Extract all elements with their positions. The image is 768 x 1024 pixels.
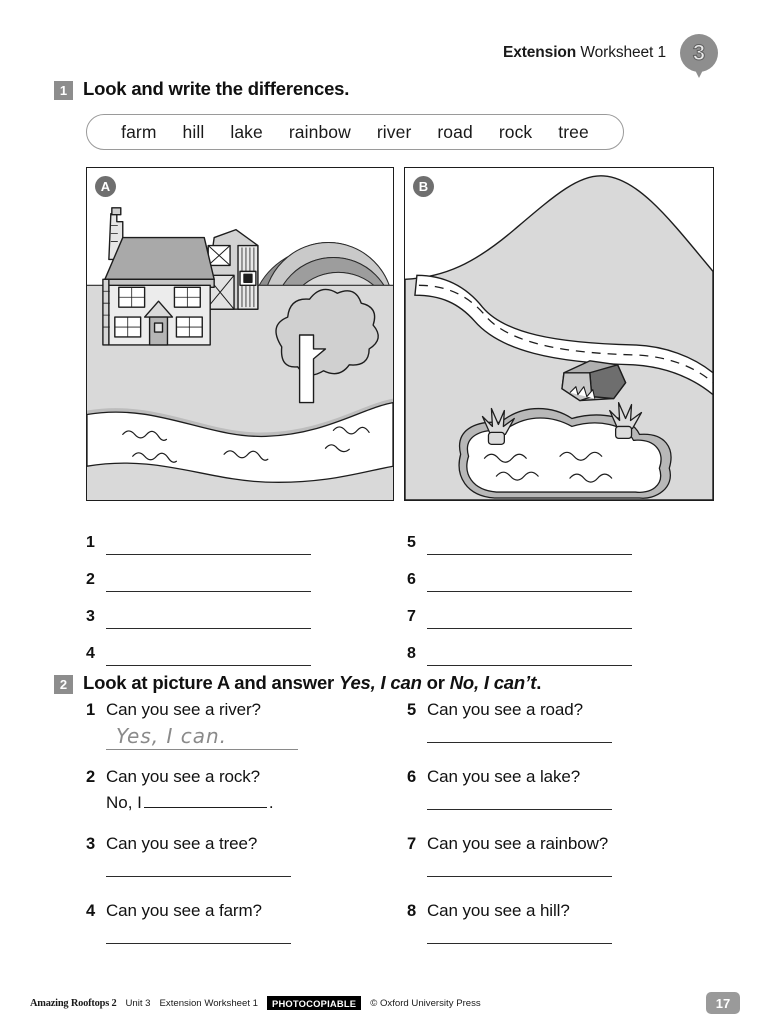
word-bank-word: rock <box>498 121 533 142</box>
exercise-2-title-part1: Look at picture A and answer <box>83 672 335 693</box>
answer-number: 2 <box>86 571 95 588</box>
footer-photocopiable-badge: PHOTOCOPIABLE <box>267 996 361 1010</box>
exercise-2-title-or: or <box>426 672 445 693</box>
picture-a-illustration <box>87 168 393 500</box>
page-number-badge: 17 <box>706 992 740 1014</box>
question-column-right <box>407 700 714 968</box>
exercise-2-title-no: No, I can’t <box>449 672 537 693</box>
page-header <box>503 34 718 72</box>
question-number: 2 <box>86 768 96 786</box>
question-text: Can you see a hill? <box>427 901 570 920</box>
exercise-2-title-yes: Yes, I can <box>339 672 422 693</box>
answer-line-row <box>407 592 714 629</box>
answer-number: 4 <box>86 645 95 662</box>
question-item-4 <box>86 901 393 956</box>
exercise-2-questions <box>86 700 714 968</box>
exercise-1-answer-lines <box>86 518 714 666</box>
question-number: 1 <box>86 701 96 719</box>
header-title-bold: Extension <box>502 44 577 61</box>
answer-number: 3 <box>86 608 95 625</box>
answer-line-row <box>86 518 393 555</box>
picture-b-label: B <box>413 176 434 197</box>
unit-badge-number: 3 <box>692 40 706 65</box>
answer-column-left <box>86 518 393 666</box>
footer-copyright: © Oxford University Press <box>370 997 481 1009</box>
question-number: 7 <box>407 835 417 853</box>
answer-number: 7 <box>407 608 416 625</box>
question-item-6 <box>407 767 714 822</box>
answer-blank-q4[interactable] <box>106 925 291 944</box>
question-text: Can you see a rock? <box>106 767 261 786</box>
question-text: Can you see a river? <box>106 700 261 719</box>
answer-line-row <box>407 629 714 666</box>
exercise-2-number: 2 <box>54 675 73 694</box>
word-bank-word: tree <box>558 121 589 142</box>
exercise-2-title-end: . <box>536 672 542 693</box>
question-text: Can you see a rainbow? <box>427 834 609 853</box>
question-item-5 <box>407 700 714 755</box>
unit-balloon-badge <box>680 34 718 72</box>
answer-blank-7[interactable] <box>427 609 632 629</box>
question-number: 4 <box>86 902 96 920</box>
answer-blank-3[interactable] <box>106 609 311 629</box>
word-bank-word: river <box>376 121 412 142</box>
answer-blank-5[interactable] <box>427 535 632 555</box>
picture-b-illustration <box>405 168 713 500</box>
answer-blank-q7[interactable] <box>427 858 612 877</box>
question-number: 3 <box>86 835 96 853</box>
header-title <box>503 44 666 62</box>
answer-number: 1 <box>86 534 95 551</box>
answer-blank-q8[interactable] <box>427 925 612 944</box>
word-bank-word: road <box>437 121 473 142</box>
question-text: Can you see a lake? <box>427 767 581 786</box>
answer-column-right <box>407 518 714 666</box>
exercise-1-number: 1 <box>54 81 73 100</box>
question-text: Can you see a tree? <box>106 834 258 853</box>
answer-line-row <box>86 555 393 592</box>
question-item-1 <box>86 700 393 755</box>
footer-worksheet: Extension Worksheet 1 <box>159 997 258 1009</box>
answer-blank-2[interactable] <box>106 572 311 592</box>
answer-blank-q3[interactable] <box>106 858 291 877</box>
exercise-1-heading <box>54 78 349 100</box>
question-number: 5 <box>407 701 417 719</box>
answer-line-row <box>86 592 393 629</box>
word-bank <box>86 114 624 150</box>
question-column-left <box>86 700 393 968</box>
question-text: Can you see a farm? <box>106 901 262 920</box>
answer-number: 8 <box>407 645 416 662</box>
question-item-7 <box>407 834 714 889</box>
answer-number: 5 <box>407 534 416 551</box>
page-footer <box>30 996 481 1010</box>
picture-b <box>404 167 714 501</box>
word-bank-word: farm <box>121 121 157 142</box>
question-item-3 <box>86 834 393 889</box>
exercise-2-heading <box>54 672 541 694</box>
answer-prefix-2: No, I <box>106 793 142 812</box>
word-bank-word: lake <box>230 121 263 142</box>
footer-unit: Unit 3 <box>125 997 151 1009</box>
header-title-rest: Worksheet 1 <box>580 44 666 61</box>
answer-blank-q2[interactable] <box>144 791 267 808</box>
answer-number: 6 <box>407 571 416 588</box>
answer-line-row <box>86 629 393 666</box>
answer-blank-1[interactable] <box>106 535 311 555</box>
answer-blank-8[interactable] <box>427 646 632 666</box>
footer-brand: Amazing Rooftops 2 <box>30 997 117 1009</box>
exercise-1-title: Look and write the differences. <box>83 78 350 99</box>
answer-blank-q5[interactable] <box>427 724 612 743</box>
question-item-2 <box>86 767 393 822</box>
question-text: Can you see a road? <box>427 700 583 719</box>
word-bank-word: rainbow <box>288 121 351 142</box>
answer-line-row <box>407 555 714 592</box>
answer-blank-4[interactable] <box>106 646 311 666</box>
question-number: 8 <box>407 902 417 920</box>
picture-a-label: A <box>95 176 116 197</box>
answer-blank-6[interactable] <box>427 572 632 592</box>
question-item-8 <box>407 901 714 956</box>
answer-handwritten-1[interactable]: Yes, I can. <box>106 724 298 750</box>
answer-suffix-2: . <box>268 793 274 812</box>
word-bank-word: hill <box>182 121 205 142</box>
picture-a <box>86 167 394 501</box>
answer-line-row <box>407 518 714 555</box>
exercise-2-title <box>83 672 541 694</box>
question-number: 6 <box>407 768 417 786</box>
answer-blank-q6[interactable] <box>427 791 612 810</box>
